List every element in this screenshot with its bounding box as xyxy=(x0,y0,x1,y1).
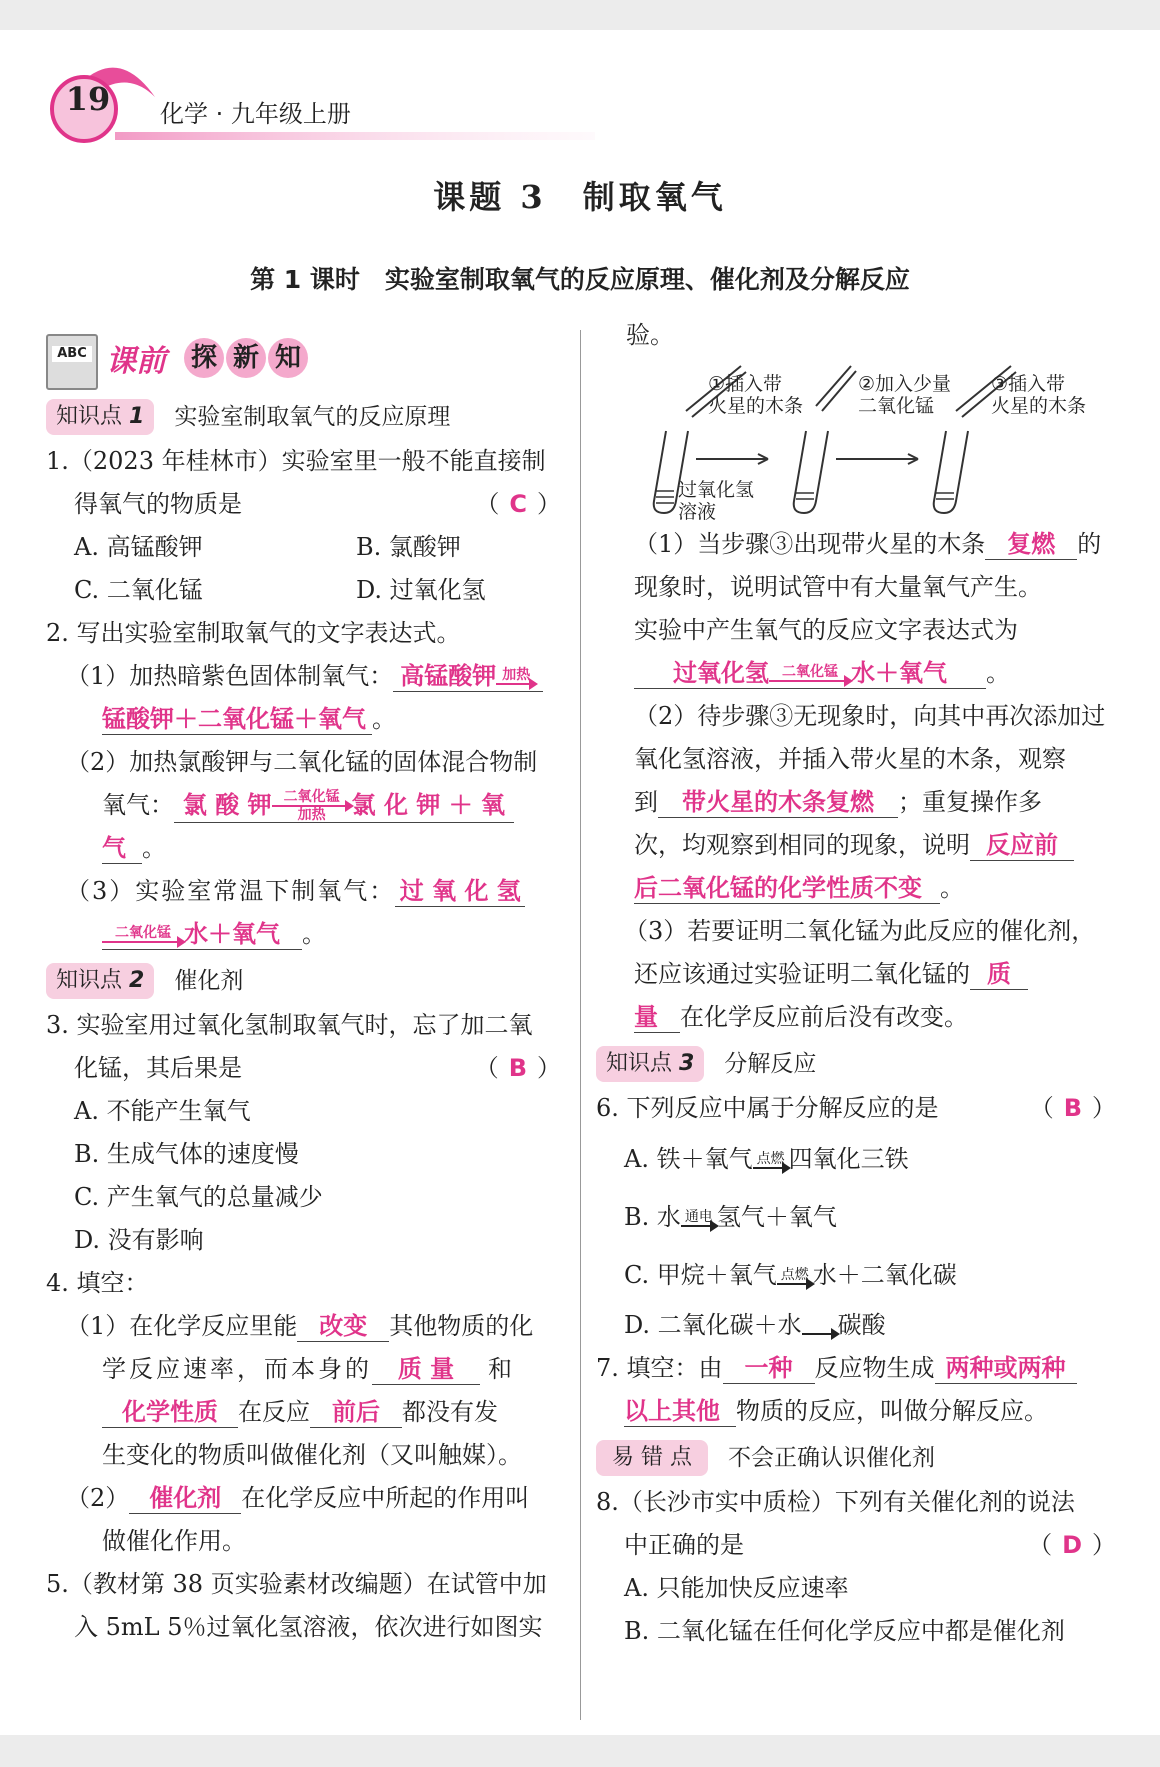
banner-word-4: 知 xyxy=(268,338,308,378)
experiment-diagram xyxy=(596,361,1116,521)
kp-title: 不会正确认识催化剂 xyxy=(728,1444,935,1471)
section-title: 第 1 课时 实验室制取氧气的反应原理、催化剂及分解反应 xyxy=(250,265,910,294)
knowledge-point-2 xyxy=(46,960,561,1002)
kp-badge: 知识点 1 xyxy=(46,399,154,435)
question-5: （1）当步骤③出现带火星的木条 复燃 的 现象时，说明试管中有大量氧气产生。 实验中产生氧气的反应文字表达式为 过氧化氢 二氧化锰 水＋氧气 。 （2）待步骤③无现象时，向其中再次添加过 氧化氢溶液，并插入带火星的木条，观察 到 带火星的木条复燃 ；重复操作多 次，均观察到相同的现象，说明 反应前 后二氧化锰的化学性质不变 。 （3）若要证明二氧化锰为此反应的催化剂， 还应该通过实验证明二氧化锰的 质 量 在化学反应前后没有改变。 xyxy=(624,530,1106,1031)
question-4: 4. 填空： （1）在化学反应里能 改变 其他物质的化 学反应速率，而本身的 质 量 和 化学性质 在反应 前后 都没有发 生变化的物质叫做催化剂（又叫触媒）。 （2） 催化剂 在化学反应中所起的作用叫 做催化作用。 xyxy=(46,1269,534,1555)
diagram-label-step2: ②加入少量 二氧化锰 xyxy=(858,373,952,417)
knowledge-point-1 xyxy=(46,396,561,438)
kp-badge: 知识点 2 xyxy=(46,963,154,999)
lesson-title: 课题 3 制取氧气 xyxy=(433,178,727,216)
question-3: 3. 实验室用过氧化氢制取氧气时，忘了加二氧 化锰，其后果是 （ B ） A. 不能产生氧气 B. 生成气体的速度慢 C. 产生氧气的总量减少 D. 没有影响 xyxy=(46,1011,561,1254)
page-number: 19 xyxy=(65,80,111,118)
kp-badge: 知识点 3 xyxy=(596,1046,704,1082)
kp-badge: 易 错 点 xyxy=(596,1440,708,1476)
question-6: 6. 下列反应中属于分解反应的是 （ B ） A. 铁＋氧气 点燃 四氧化三铁 B. 水 通电 氢气＋氧气 C. 甲烷＋氧气 点燃 水＋二氧化碳 D. 二氧化碳＋水 碳酸 xyxy=(596,1094,1116,1339)
kp-title: 实验室制取氧气的反应原理 xyxy=(174,403,451,430)
banner-word-3: 新 xyxy=(226,338,266,378)
question-8: 8.（长沙市实中质检）下列有关催化剂的说法 中正确的是 （ D ） A. 只能加快反应速率 B. 二氧化锰在任何化学反应中都是催化剂 xyxy=(596,1488,1116,1645)
question-1: 1.（2023 年桂林市）实验室里一般不能直接制 得氧气的物质是 （ C ） A. 高锰酸钾 B. 氯酸钾 C. 二氧化锰 D. 过氧化氢 xyxy=(46,447,561,604)
book-icon xyxy=(46,334,98,390)
left-column xyxy=(46,330,561,1649)
error-prone-point xyxy=(596,1437,1116,1479)
right-column: 验。 ①插入带 火星的木条 ②加入少量 二氧化锰 ③插入带 火星的木条 过氧化氢 溶液 （1）当步骤③出现带火星的木条 复燃 的 现象时，说明试管中有大量氧气产生。 实验中产生氧气的反应文字表达式为 过氧化氢 二氧化锰 水＋氧气 。 （2）待步骤③无现象时，向其中再次添加过 氧化氢溶液，并插入带火星的木条，观察 到 带火星的木条复燃 ；重复操作多 次，均观察到相同的现象，说明 反应前 后二氧化锰的化学性质不变 。 （3）若要证明二氧化锰为此反应的催化剂， 还应该通过实验证明二氧化锰的 质 量 在化学反应前后没有改变。 知识点 3 分解反应 6. 下列反应中属于分解反应的是 （ B ） A. 铁＋氧气 点燃 四氧化三铁 B. 水 通电 氢气＋氧气 C. 甲烷＋氧气 点燃 水＋二氧化碳 D. 二氧化碳＋水 碳酸 7. 填空：由 一种 反应物生成 两种或两种 以上其他 物质的反应，叫做分解反应。 易 错 点 不会正确认识催化剂 8.（长沙市实中质检）下列有关催化剂的说法 中正确的是 （ D ） A. 只能加快反应速率 B. 二氧化锰在任何化学反应中都是催化剂 xyxy=(596,314,1116,1653)
kp-title: 催化剂 xyxy=(174,967,244,994)
question-2: 2. 写出实验室制取氧气的文字表达式。 （1）加热暗紫色固体制氧气： 高锰酸钾 加热 锰酸钾＋二氧化锰＋氧气 。 （2）加热氯酸钾与二氧化锰的固体混合物制 氧气： 氯 酸 钾 二氧化锰 加热 氯 化 钾 ＋ 氧 气 。 （3）实验室常温下制氧气： 过 氧 化 氢 二氧化锰 水＋氧气 。 xyxy=(46,612,561,956)
kp-title: 分解反应 xyxy=(724,1050,817,1077)
banner-word-2: 探 xyxy=(184,338,224,378)
knowledge-point-3 xyxy=(596,1043,1116,1085)
diagram-label-solution: 过氧化氢 溶液 xyxy=(678,479,755,523)
subject-title: 化学 · 九年级上册 xyxy=(160,100,351,128)
banner-word-1: 课前 xyxy=(106,344,166,379)
diagram-label-step3: ③插入带 火星的木条 xyxy=(991,373,1087,417)
column-divider xyxy=(580,330,581,1720)
banner xyxy=(46,330,561,392)
question-5-start: 5.（教材第 38 页实验素材改编题）在试管中加 入 5mL 5％过氧化氢溶液，依次进行如图实 xyxy=(46,1570,547,1641)
page xyxy=(0,30,1160,1735)
diagram-label-step1: ①插入带 火星的木条 xyxy=(708,373,804,417)
book-icon-label: ABC xyxy=(52,346,92,362)
question-7: 7. 填空：由 一种 反应物生成 两种或两种 以上其他 物质的反应，叫做分解反应。 xyxy=(596,1347,1116,1433)
